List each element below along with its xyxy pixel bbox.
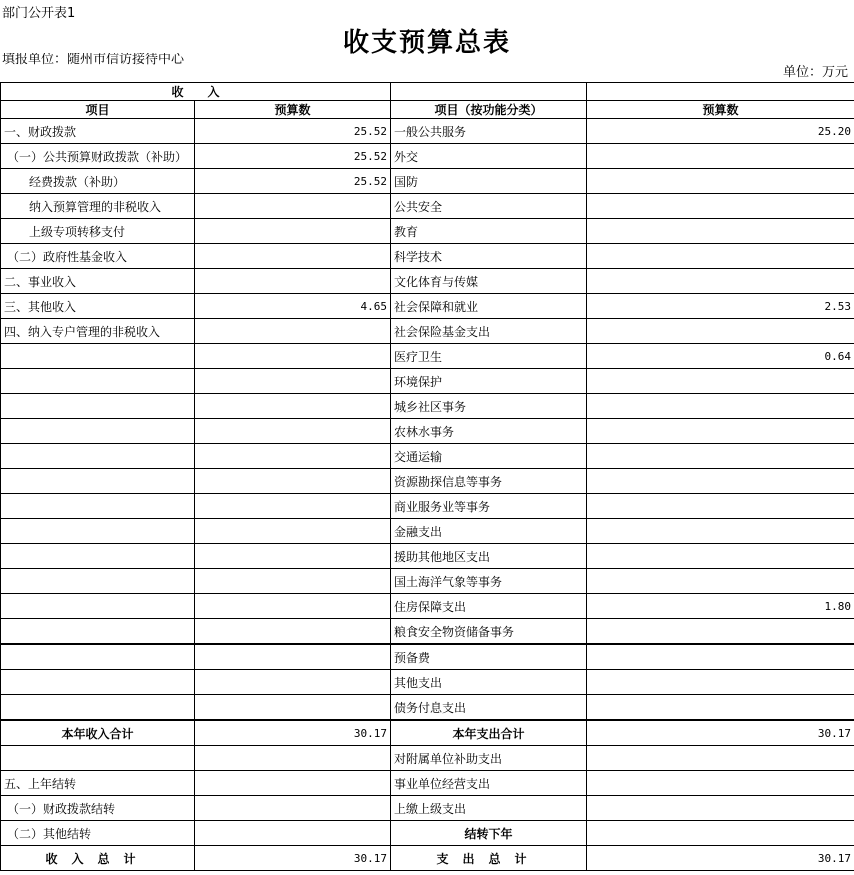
table-row bbox=[1, 419, 854, 444]
income-item bbox=[1, 394, 195, 419]
income-value bbox=[195, 369, 391, 394]
expense-item: 对附属单位补助支出 bbox=[391, 746, 587, 771]
col-header-budget: 预算数 bbox=[195, 101, 391, 119]
expense-value: 0.64 bbox=[587, 344, 854, 369]
expense-value bbox=[587, 144, 854, 169]
expense-value bbox=[587, 494, 854, 519]
income-value: 4.65 bbox=[195, 294, 391, 319]
income-value bbox=[195, 244, 391, 269]
table-row bbox=[1, 544, 854, 569]
table-row bbox=[1, 796, 854, 821]
expense-item: 社会保障和就业 bbox=[391, 294, 587, 319]
table-row bbox=[1, 644, 854, 670]
year-expense-value: 30.17 bbox=[587, 720, 854, 746]
income-item: 二、事业收入 bbox=[1, 269, 195, 294]
expense-value bbox=[587, 821, 854, 846]
expense-value bbox=[587, 244, 854, 269]
table-row bbox=[1, 319, 854, 344]
table-row bbox=[1, 169, 854, 194]
table-row bbox=[1, 569, 854, 594]
income-value bbox=[195, 469, 391, 494]
table-row bbox=[1, 194, 854, 219]
expense-item: 环境保护 bbox=[391, 369, 587, 394]
income-value bbox=[195, 619, 391, 645]
expense-value bbox=[587, 219, 854, 244]
income-item bbox=[1, 469, 195, 494]
expense-value bbox=[587, 746, 854, 771]
income-value bbox=[195, 771, 391, 796]
income-value bbox=[195, 394, 391, 419]
expense-value bbox=[587, 394, 854, 419]
table-row bbox=[1, 695, 854, 721]
expense-value: 1.80 bbox=[587, 594, 854, 619]
expense-item: 预备费 bbox=[391, 644, 587, 670]
income-item: 纳入预算管理的非税收入 bbox=[1, 194, 195, 219]
income-item bbox=[1, 619, 195, 645]
income-value bbox=[195, 319, 391, 344]
expense-item: 结转下年 bbox=[391, 821, 587, 846]
income-value bbox=[195, 644, 391, 670]
table-row bbox=[1, 294, 854, 319]
table-row bbox=[1, 519, 854, 544]
income-item bbox=[1, 519, 195, 544]
expense-item: 文化体育与传媒 bbox=[391, 269, 587, 294]
income-item bbox=[1, 419, 195, 444]
expense-item: 一般公共服务 bbox=[391, 119, 587, 144]
income-item bbox=[1, 344, 195, 369]
table-row bbox=[1, 144, 854, 169]
year-income-label: 本年收入合计 bbox=[1, 720, 195, 746]
table-row bbox=[1, 670, 854, 695]
income-item bbox=[1, 569, 195, 594]
table-row bbox=[1, 219, 854, 244]
expense-item: 交通运输 bbox=[391, 444, 587, 469]
expense-value bbox=[587, 695, 854, 721]
year-total-row bbox=[1, 720, 854, 746]
income-item: 五、上年结转 bbox=[1, 771, 195, 796]
income-item: （二）其他结转 bbox=[1, 821, 195, 846]
expense-item: 事业单位经营支出 bbox=[391, 771, 587, 796]
expense-value bbox=[587, 444, 854, 469]
income-value bbox=[195, 519, 391, 544]
table-number-label: 部门公开表1 bbox=[2, 6, 76, 21]
expense-item: 科学技术 bbox=[391, 244, 587, 269]
expense-value bbox=[587, 771, 854, 796]
income-item bbox=[1, 670, 195, 695]
income-value bbox=[195, 219, 391, 244]
expense-item: 粮食安全物资储备事务 bbox=[391, 619, 587, 645]
income-value bbox=[195, 821, 391, 846]
expense-item: 教育 bbox=[391, 219, 587, 244]
table-row bbox=[1, 394, 854, 419]
income-value bbox=[195, 269, 391, 294]
grand-income-value: 30.17 bbox=[195, 846, 391, 871]
header-row-columns bbox=[1, 101, 854, 119]
income-item bbox=[1, 444, 195, 469]
col-header-budget2: 预算数 bbox=[587, 101, 854, 119]
expense-item: 国防 bbox=[391, 169, 587, 194]
income-item: 上级专项转移支付 bbox=[1, 219, 195, 244]
expense-value bbox=[587, 469, 854, 494]
income-value: 25.52 bbox=[195, 119, 391, 144]
expense-value bbox=[587, 670, 854, 695]
expense-value bbox=[587, 194, 854, 219]
table-row bbox=[1, 746, 854, 771]
income-value bbox=[195, 695, 391, 721]
expense-value bbox=[587, 519, 854, 544]
budget-summary-table bbox=[0, 82, 854, 871]
expense-item: 上缴上级支出 bbox=[391, 796, 587, 821]
expense-item: 农林水事务 bbox=[391, 419, 587, 444]
expense-item: 资源勘探信息等事务 bbox=[391, 469, 587, 494]
expense-item: 金融支出 bbox=[391, 519, 587, 544]
expense-value bbox=[587, 569, 854, 594]
income-value bbox=[195, 594, 391, 619]
expense-item: 其他支出 bbox=[391, 670, 587, 695]
table-row bbox=[1, 444, 854, 469]
income-value bbox=[195, 344, 391, 369]
income-item bbox=[1, 544, 195, 569]
grand-expense-value: 30.17 bbox=[587, 846, 854, 871]
expense-item: 国土海洋气象等事务 bbox=[391, 569, 587, 594]
table-row bbox=[1, 369, 854, 394]
income-item: （一）财政拨款结转 bbox=[1, 796, 195, 821]
expense-item: 债务付息支出 bbox=[391, 695, 587, 721]
expense-value bbox=[587, 544, 854, 569]
income-value bbox=[195, 444, 391, 469]
expense-value bbox=[587, 319, 854, 344]
reporting-unit: 填报单位：随州市信访接待中心 bbox=[2, 53, 185, 67]
table-row bbox=[1, 594, 854, 619]
income-value bbox=[195, 419, 391, 444]
blank-header-cell bbox=[391, 83, 587, 101]
expense-value bbox=[587, 169, 854, 194]
expense-item: 社会保险基金支出 bbox=[391, 319, 587, 344]
expense-item: 商业服务业等事务 bbox=[391, 494, 587, 519]
grand-total-row bbox=[1, 846, 854, 871]
year-income-value: 30.17 bbox=[195, 720, 391, 746]
year-expense-label: 本年支出合计 bbox=[391, 720, 587, 746]
income-item: 经费拨款（补助） bbox=[1, 169, 195, 194]
income-value bbox=[195, 569, 391, 594]
table-row bbox=[1, 119, 854, 144]
table-row bbox=[1, 821, 854, 846]
expense-item: 住房保障支出 bbox=[391, 594, 587, 619]
expense-item: 援助其他地区支出 bbox=[391, 544, 587, 569]
income-item: （一）公共预算财政拨款（补助） bbox=[1, 144, 195, 169]
table-row bbox=[1, 619, 854, 645]
income-value bbox=[195, 670, 391, 695]
income-item bbox=[1, 746, 195, 771]
table-row bbox=[1, 494, 854, 519]
grand-expense-label: 支出总计 bbox=[391, 846, 587, 871]
income-value bbox=[195, 796, 391, 821]
expense-value bbox=[587, 644, 854, 670]
income-item bbox=[1, 494, 195, 519]
col-header-item-func: 项目（按功能分类） bbox=[391, 101, 587, 119]
income-item: 一、财政拨款 bbox=[1, 119, 195, 144]
expense-value bbox=[587, 369, 854, 394]
expense-item: 公共安全 bbox=[391, 194, 587, 219]
table-row bbox=[1, 244, 854, 269]
income-item bbox=[1, 695, 195, 721]
expense-value bbox=[587, 796, 854, 821]
expense-value: 25.20 bbox=[587, 119, 854, 144]
grand-income-label: 收入总计 bbox=[1, 846, 195, 871]
expense-item: 城乡社区事务 bbox=[391, 394, 587, 419]
income-item: 四、纳入专户管理的非税收入 bbox=[1, 319, 195, 344]
income-value bbox=[195, 544, 391, 569]
table-row bbox=[1, 469, 854, 494]
income-item bbox=[1, 644, 195, 670]
income-item: （二）政府性基金收入 bbox=[1, 244, 195, 269]
table-row bbox=[1, 771, 854, 796]
income-item: 三、其他收入 bbox=[1, 294, 195, 319]
col-header-item: 项目 bbox=[1, 101, 195, 119]
expense-value bbox=[587, 619, 854, 645]
expense-item: 外交 bbox=[391, 144, 587, 169]
income-value: 25.52 bbox=[195, 144, 391, 169]
table-row bbox=[1, 344, 854, 369]
income-item bbox=[1, 369, 195, 394]
expense-value bbox=[587, 419, 854, 444]
header-row-income bbox=[1, 83, 854, 101]
blank-header-cell bbox=[587, 83, 854, 101]
income-value bbox=[195, 746, 391, 771]
expense-item: 医疗卫生 bbox=[391, 344, 587, 369]
income-value bbox=[195, 194, 391, 219]
income-value: 25.52 bbox=[195, 169, 391, 194]
income-item bbox=[1, 594, 195, 619]
income-value bbox=[195, 494, 391, 519]
table-row bbox=[1, 269, 854, 294]
page-title: 收支预算总表 bbox=[342, 28, 511, 58]
expense-value: 2.53 bbox=[587, 294, 854, 319]
currency-unit: 单位：万元 bbox=[782, 65, 848, 80]
income-header: 收 入 bbox=[1, 83, 391, 101]
expense-value bbox=[587, 269, 854, 294]
